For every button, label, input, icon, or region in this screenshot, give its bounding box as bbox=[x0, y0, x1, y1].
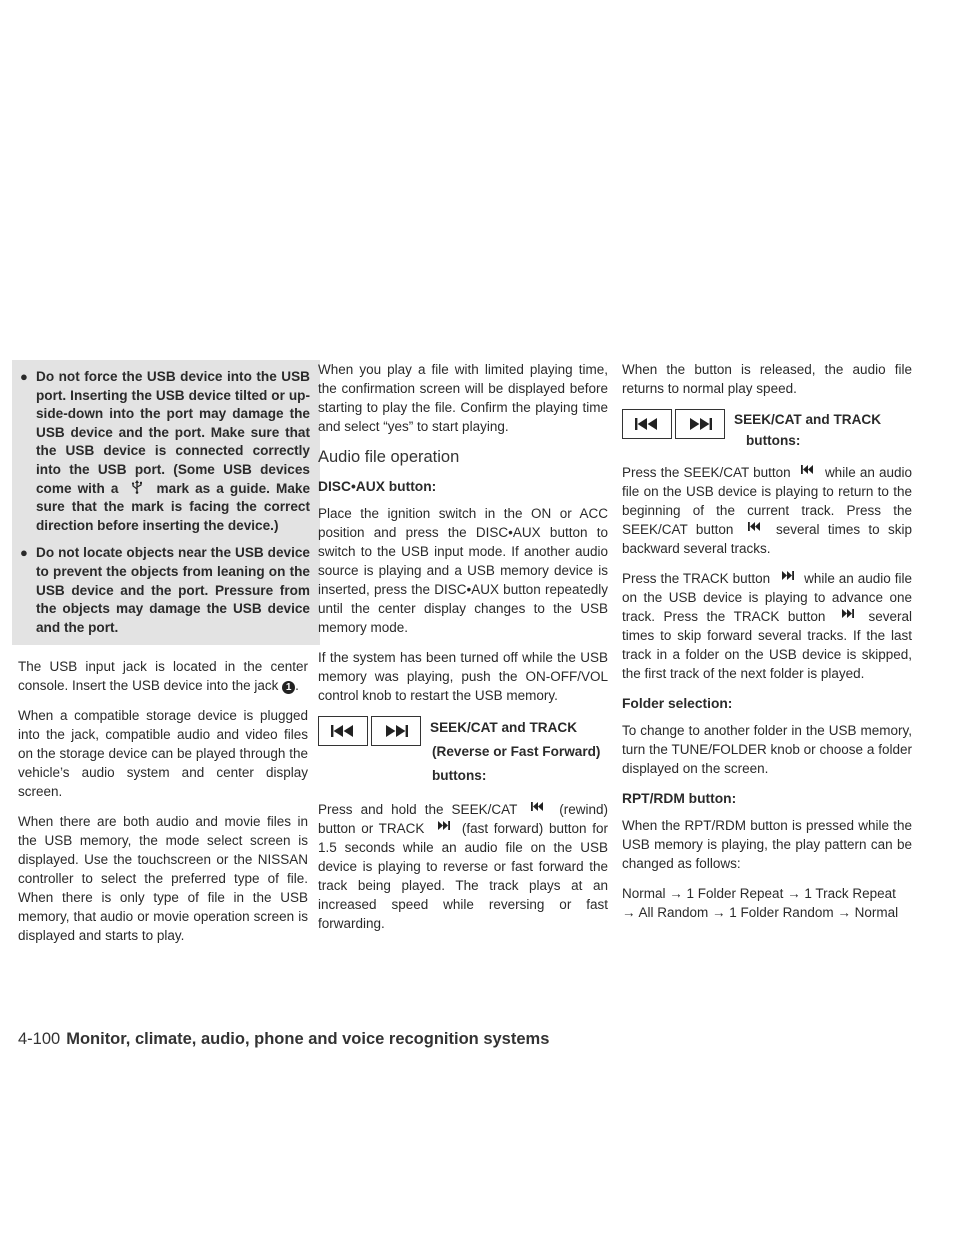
caution-item: ● Do not locate objects near the USB device to prevent the objects from leaning on the USB device and the port. Pressure from the objects may damage the USB device and the port. bbox=[18, 544, 310, 637]
button-illustration bbox=[318, 716, 608, 788]
paragraph: When a compatible storage device is plugged into the jack, compatible audio and video files on the storage device can be played through the vehicle’s audio system and center display screen. bbox=[18, 708, 308, 800]
button-caption: SEEK/CAT and TRACK (Reverse or Fast Forward) buttons: bbox=[430, 720, 601, 783]
button-caption: SEEK/CAT and TRACK buttons: bbox=[734, 412, 882, 448]
paragraph: Place the ignition switch in the ON or ACC position and press the DISC•AUX button to switch to the USB input mode. If another audio source is playing and a USB memory device is inserted, press the DISC•AUX button repeatedly until the center display changes to the USB memory mode. bbox=[318, 506, 608, 635]
seek-back-button-icon bbox=[622, 409, 672, 439]
previous-track-icon bbox=[742, 520, 768, 534]
button-illustration bbox=[622, 409, 912, 451]
subheading: RPT/RDM button: bbox=[622, 791, 737, 806]
paragraph: To change to another folder in the USB memory, turn the TUNE/FOLDER knob or choose a folder displayed on the screen. bbox=[622, 723, 912, 776]
previous-track-icon bbox=[795, 463, 821, 477]
chapter-title: Monitor, climate, audio, phone and voice recognition systems bbox=[66, 1030, 550, 1048]
next-track-icon bbox=[687, 418, 713, 430]
next-track-icon bbox=[383, 725, 409, 737]
page-footer bbox=[18, 1030, 549, 1049]
paragraph: The USB input jack is located in the center console. Insert the USB device into the jack 1 . bbox=[18, 659, 308, 694]
track-forward-button-icon bbox=[675, 409, 725, 439]
caution-item: ● Do not force the USB device into the USB port. Inserting the USB device tilted or up-side-down into the port may damage the USB device and the port. Make sure that the USB device is connected correctly into the USB port. (Some USB devices come with a mark as a guide. Make sure that the mark is facing the correct direction before inserting the device.) bbox=[18, 368, 310, 535]
column-3 bbox=[622, 360, 912, 933]
paragraph: Press the TRACK button while an audio file on the USB device is playing to advance one track. Press the TRACK button several times to skip forward several tracks. If the last track in a folder on the USB device is skipped, the first track of the next folder is played. bbox=[622, 571, 912, 681]
paragraph: When you play a file with limited playing time, the confirmation screen will be displayed before starting to play the file. Confirm the playing time and select “yes” to start playing. bbox=[318, 362, 608, 434]
track-forward-button-icon bbox=[371, 716, 421, 746]
paragraph: Press the SEEK/CAT button while an audio file on the USB device is playing to return to the beginning of the current track. Press the SEEK/CAT button several times to skip backward several tracks. bbox=[622, 465, 912, 556]
paragraph: When the RPT/RDM button is pressed while the USB memory is playing, the play pattern can be changed as follows: bbox=[622, 818, 912, 871]
bullet-icon: ● bbox=[20, 545, 28, 561]
previous-track-icon bbox=[525, 800, 551, 814]
next-track-icon bbox=[430, 819, 456, 833]
next-track-icon bbox=[774, 569, 800, 583]
next-track-icon bbox=[834, 607, 860, 621]
paragraph: When there are both audio and movie files in the USB memory, the mode select screen is displayed. Use the touchscreen or the NISSAN controller to select the preferred type of file. When there is only type of file in the USB memory, that audio or movie operation screen is displayed and starts to play. bbox=[18, 814, 308, 944]
subheading: Folder selection: bbox=[622, 696, 733, 711]
paragraph: Normal → 1 Folder Repeat → 1 Track Repeat → All Random → 1 Folder Random → Normal bbox=[622, 886, 899, 920]
paragraph: When the button is released, the audio file returns to normal play speed. bbox=[622, 362, 912, 396]
callout-marker: 1 bbox=[282, 681, 295, 694]
subheading: DISC•AUX button: bbox=[318, 479, 437, 494]
paragraph: Press and hold the SEEK/CAT (rewind) button or TRACK (fast forward) button for 1.5 seconds while an audio file on the USB device is playing to reverse or fast forward the track being played. The track plays at an increased speed while reversing or fast forwarding. bbox=[318, 802, 608, 931]
previous-track-icon bbox=[330, 725, 356, 737]
usb-mark-icon bbox=[124, 480, 150, 494]
seek-back-button-icon bbox=[318, 716, 368, 746]
previous-track-icon bbox=[634, 418, 660, 430]
bullet-icon: ● bbox=[20, 369, 28, 384]
column-1 bbox=[18, 360, 311, 956]
caution-box bbox=[12, 360, 320, 645]
column-2 bbox=[318, 360, 608, 944]
section-heading: Audio file operation bbox=[318, 448, 460, 466]
page-number: 4-100 bbox=[18, 1030, 61, 1048]
paragraph: If the system has been turned off while the USB memory was playing, push the ON-OFF/VOL control knob to restart the USB memory. bbox=[318, 650, 608, 703]
